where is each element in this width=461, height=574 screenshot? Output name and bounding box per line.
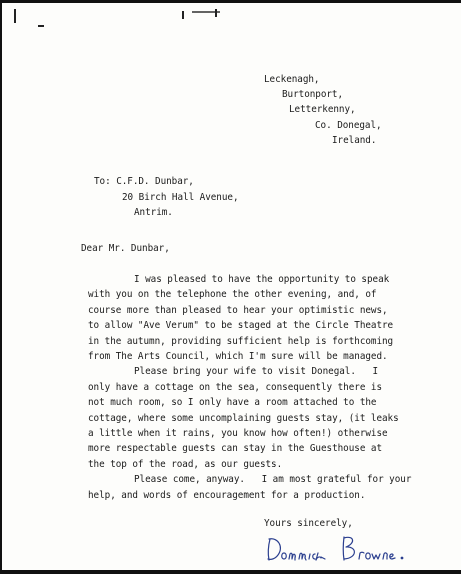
salutation: Dear Mr. Dunbar, — [81, 243, 170, 254]
recipient-line: Antrim. — [134, 207, 173, 218]
body-line: not much room, so I only have a room attached to the — [88, 397, 377, 408]
recipient-line: To: C.F.D. Dunbar, — [94, 176, 194, 187]
sender-address-line: Leckenagh, — [264, 74, 320, 85]
closing: Yours sincerely, — [264, 518, 353, 529]
body-line: course more than pleased to hear your optimistic news, — [88, 305, 388, 316]
scan-mark — [38, 25, 44, 27]
body-line: only have a cottage on the sea, consequently there is — [88, 382, 383, 393]
body-line: Please come, anyway. I am most grateful for your — [134, 474, 412, 485]
body-line: from The Arts Council, which I'm sure will be managed. — [88, 351, 388, 362]
body-line: help, and words of encouragement for a production. — [88, 490, 366, 501]
scan-mark — [14, 9, 16, 23]
body-line: the top of the road, as our guests. — [88, 459, 283, 470]
recipient-line: 20 Birch Hall Avenue, — [122, 192, 239, 203]
body-line: with you on the telephone the other evening, and, of — [88, 289, 377, 300]
body-line: a little when it rains, you know how often!) otherwise — [88, 428, 388, 439]
sender-address-line: Ireland. — [332, 135, 377, 146]
sender-address-line: Co. Donegal, — [315, 120, 382, 131]
body-line: more respectable guests can stay in the Guesthouse at — [88, 443, 383, 454]
handwritten-signature — [264, 529, 414, 565]
body-line: Please bring your wife to visit Donegal. I — [134, 366, 379, 377]
scan-mark — [215, 9, 217, 17]
body-line: cottage, where some uncomplaining guests stay, (it leaks — [88, 413, 399, 424]
body-line: in the autumn, providing sufficient help is forthcoming — [88, 336, 394, 347]
body-line: I was pleased to have the opportunity to speak — [134, 274, 390, 285]
scan-mark — [182, 11, 184, 19]
sender-address-line: Letterkenny, — [289, 104, 356, 115]
body-line: to allow "Ave Verum" to be staged at the Circle Theatre — [88, 320, 394, 331]
sender-address-line: Burtonport, — [282, 89, 344, 100]
